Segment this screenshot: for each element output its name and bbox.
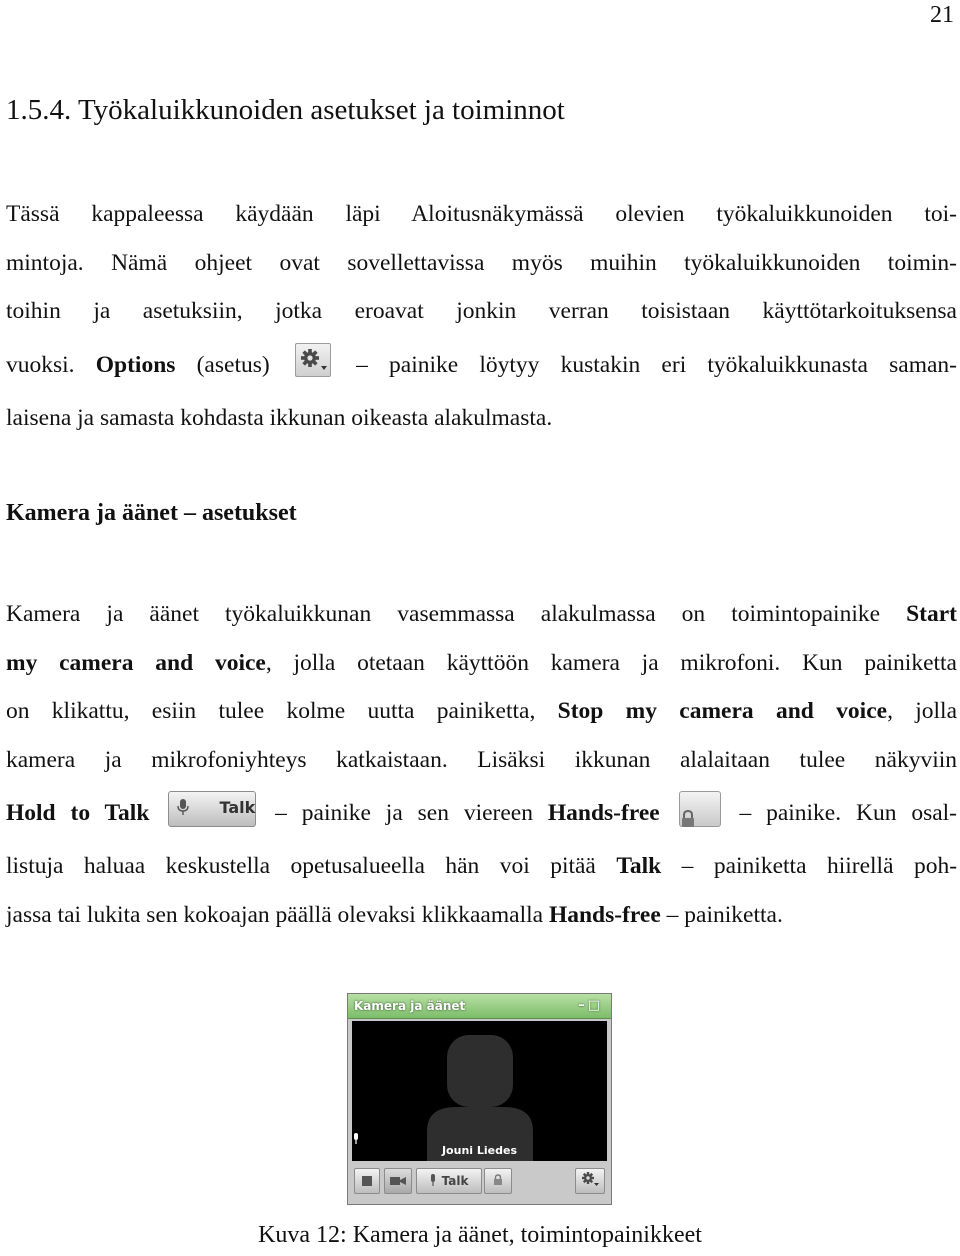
participant-name: Jouni Liedes [441,1144,518,1157]
intro-line-2: mintoja. Nämä ohjeet ovat sovellettavissa myös muihin työkaluikkunoiden toimin- [6,249,957,276]
intro-line-5: laisena ja samasta kohdasta ikkunan oikeasta alakulmasta. [6,404,553,431]
microphone-icon [429,1174,437,1186]
body-text: – painiketta hiirellä poh- [681,853,958,879]
page-number: 21 [930,2,954,28]
participant-label [352,1133,607,1157]
microphone-icon [177,799,189,815]
camera-window-screenshot [347,993,612,1205]
options-term: Options [95,351,176,378]
hold-to-talk-button [416,1168,482,1194]
body-bold: Hands-free [548,901,661,928]
body-text: on klikattu, esiin tulee kolme uutta painiketta, [6,698,536,724]
body-text: , jolla otetaan käyttöön kamera ja mikrofoni. Kun painiketta [265,649,957,676]
body-text: Kamera ja äänet työkaluikkunan vasemmassa alakulmassa on toimintopainike [6,601,881,627]
options-button [295,343,331,377]
gear-icon [580,1170,600,1188]
window-toolbar [352,1168,607,1196]
body-line-6 [6,842,957,891]
intro-line-3: toihin ja asetuksiin, jotka eroavat jonkin verran toisistaan käyttötarkoituksensa [6,298,957,324]
body-bold: Stop my camera and voice [557,698,888,724]
body-text: – painike ja sen viereen [275,800,533,826]
stop-icon [362,1176,372,1186]
body-line-3 [6,687,957,736]
hands-free-button [679,791,721,827]
window-title: Kamera ja äänet [354,999,466,1013]
gear-icon [296,344,330,376]
body-line-5 [6,784,957,842]
window-titlebar [348,994,611,1019]
subsection-heading: Kamera ja äänet – asetukset [6,500,297,526]
body-line-2 [6,639,957,688]
stop-camera-button [354,1168,380,1194]
talk-label: Talk [219,797,256,817]
talk-label: Talk [441,1174,469,1188]
intro-text: (asetus) [196,351,270,378]
body-bold: Hands-free [547,800,660,826]
camera-toggle-button [384,1168,412,1194]
body-text: listuja haluaa keskustella opetusalueella hän voi pitää [6,853,596,879]
body-bold: Talk [616,853,662,879]
body-paragraph [6,590,957,939]
intro-line-1: Tässä kappaleessa käydään läpi Aloitusnäkymässä olevien työkaluikkunoiden toi- [6,201,957,227]
hands-free-button [484,1168,512,1194]
hold-to-talk-button [168,791,256,827]
intro-text: – painike löytyy kustakin eri työkaluikkunasta saman- [356,351,958,378]
window-controls: –□ [578,998,603,1013]
options-button [575,1168,605,1194]
intro-text: vuoksi. [6,351,75,378]
lock-icon [680,810,696,828]
camera-icon [390,1175,406,1187]
section-heading: 1.5.4. Työkaluikkunoiden asetukset ja toiminnot [6,94,565,126]
body-text: jassa tai lukita sen kokoajan päällä olevaksi klikkaamalla [6,901,544,928]
intro-line-4 [6,336,957,394]
intro-paragraph [6,190,957,442]
body-line-4: kamera ja mikrofoniyhteys katkaistaan. Lisäksi ikkunan alalaitaan tulee näkyviin [6,746,957,773]
body-bold: my camera and voice [6,649,266,676]
body-bold: Start [906,601,957,627]
figure-caption: Kuva 12: Kamera ja äänet, toimintopainikkeet [258,1222,702,1248]
body-text: , jolla [887,698,958,724]
body-text: – painike. Kun osal- [739,800,958,826]
body-line-1 [6,590,957,639]
lock-icon [493,1174,503,1186]
body-line-7 [6,891,957,940]
body-text: – painiketta. [666,901,783,928]
microphone-icon [352,1133,360,1144]
video-area [352,1021,607,1161]
body-bold: Hold to Talk [6,800,150,826]
